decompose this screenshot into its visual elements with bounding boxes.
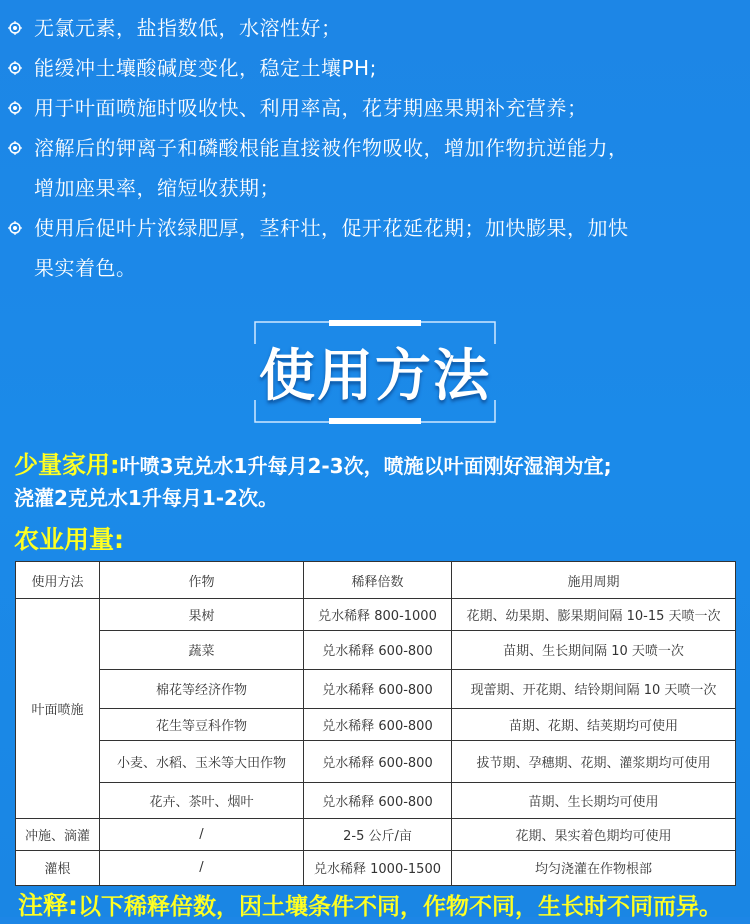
feature-line: 果实着色。 <box>34 256 137 280</box>
target-bullet-icon <box>8 101 22 115</box>
cell-dilution: 兑水稀释 600-800 <box>304 740 452 782</box>
cell-crop: 蔬菜 <box>100 630 304 669</box>
header-dilution: 稀释倍数 <box>304 562 452 599</box>
table-row <box>16 819 736 851</box>
feature-item <box>8 208 742 288</box>
cell-dilution: 兑水稀释 600-800 <box>304 783 452 819</box>
cell-period: 苗期、生长期均可使用 <box>452 783 736 819</box>
table-row <box>16 599 736 631</box>
feature-line: 用于叶面喷施时吸收快、利用率高，花芽期座果期补充营养； <box>34 96 588 120</box>
cell-dilution: 兑水稀释 600-800 <box>304 630 452 669</box>
table-row <box>16 783 736 819</box>
cell-method: 叶面喷施 <box>16 599 100 819</box>
cell-dilution: 兑水稀释 600-800 <box>304 709 452 741</box>
cell-period: 均匀浇灌在作物根部 <box>452 850 736 885</box>
cell-crop: 小麦、水稻、玉米等大田作物 <box>100 740 304 782</box>
cell-crop: 花卉、茶叶、烟叶 <box>100 783 304 819</box>
cell-period: 苗期、生长期间隔 10 天喷一次 <box>452 630 736 669</box>
section-title-frame <box>253 320 497 424</box>
section-title: 使用方法 <box>259 343 491 409</box>
target-bullet-icon <box>8 221 22 235</box>
cell-dilution: 兑水稀释 600-800 <box>304 669 452 708</box>
agri-title: 农业用量: <box>14 525 124 554</box>
table-header-row <box>16 562 736 599</box>
home-use-text-2: 浇灌2克兑水1升每月1-2次。 <box>14 486 278 510</box>
note-label: 注释: <box>18 891 78 920</box>
cell-dilution: 2-5 公斤/亩 <box>304 819 452 851</box>
cell-period: 现蕾期、开花期、结铃期间隔 10 天喷一次 <box>452 669 736 708</box>
cell-method: 灌根 <box>16 850 100 885</box>
table-row <box>16 630 736 669</box>
cell-crop: / <box>100 819 304 851</box>
header-period: 施用周期 <box>452 562 736 599</box>
header-crop: 作物 <box>100 562 304 599</box>
feature-line: 增加座果率，缩短收获期； <box>34 176 280 200</box>
cell-dilution: 兑水稀释 1000-1500 <box>304 850 452 885</box>
feature-list <box>8 8 742 288</box>
target-bullet-icon <box>8 141 22 155</box>
cell-crop: 果树 <box>100 599 304 631</box>
note-text: 以下稀释倍数，因土壤条件不同，作物不同，生长时不同而异。 <box>78 894 722 920</box>
dosage-table-wrap <box>15 561 735 886</box>
dosage-table <box>15 561 736 886</box>
feature-item <box>8 88 742 128</box>
feature-item <box>8 8 742 48</box>
target-bullet-icon <box>8 61 22 75</box>
cell-period: 拔节期、孕穗期、花期、灌浆期均可使用 <box>452 740 736 782</box>
target-bullet-icon <box>8 21 22 35</box>
cell-crop: 棉花等经济作物 <box>100 669 304 708</box>
cell-period: 苗期、花期、结荚期均可使用 <box>452 709 736 741</box>
cell-period: 花期、果实着色期均可使用 <box>452 819 736 851</box>
note <box>18 889 748 924</box>
feature-item <box>8 48 742 88</box>
cell-method: 冲施、滴灌 <box>16 819 100 851</box>
home-use-label: 少量家用: <box>14 451 120 479</box>
cell-dilution: 兑水稀释 800-1000 <box>304 599 452 631</box>
home-use-text-1: 叶喷3克兑水1升每月2-3次，喷施以叶面刚好湿润为宜; <box>119 454 612 478</box>
table-row <box>16 850 736 885</box>
feature-line: 溶解后的钾离子和磷酸根能直接被作物吸收，增加作物抗逆能力， <box>34 136 629 160</box>
header-method: 使用方法 <box>16 562 100 599</box>
cell-crop: / <box>100 850 304 885</box>
feature-line: 使用后促叶片浓绿肥厚，茎秆壮，促开花延花期；加快膨果，加快 <box>34 216 629 240</box>
cell-period: 花期、幼果期、膨果期间隔 10-15 天喷一次 <box>452 599 736 631</box>
feature-line: 能缓冲土壤酸碱度变化，稳定土壤PH; <box>34 56 377 80</box>
feature-line: 无氯元素，盐指数低，水溶性好； <box>34 16 342 40</box>
cell-crop: 花生等豆科作物 <box>100 709 304 741</box>
feature-item <box>8 128 742 208</box>
table-row <box>16 709 736 741</box>
table-row <box>16 740 736 782</box>
home-use <box>14 449 744 514</box>
table-row <box>16 669 736 708</box>
